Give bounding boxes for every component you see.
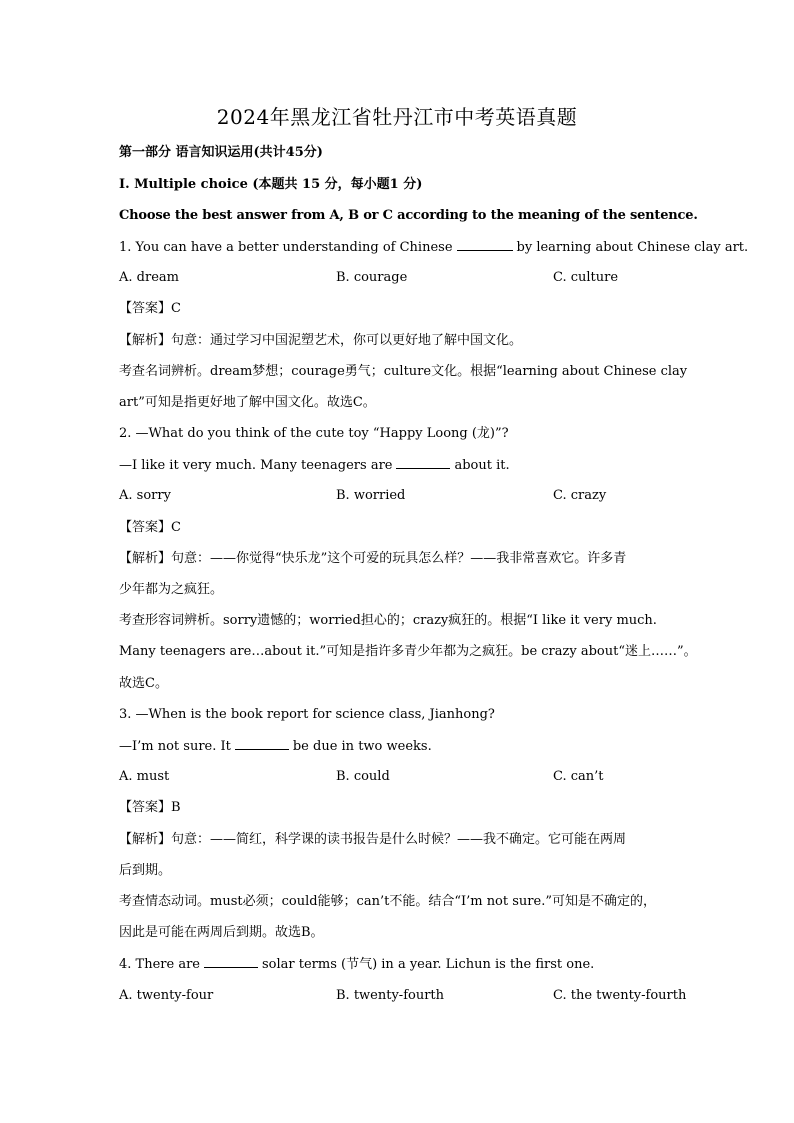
question-1-answer: 【答案】C — [119, 301, 181, 316]
question-3-analysis: 考查情态动词。must必须；could能够；can’t不能。结合“I’m not sure.”可知是不确定的， — [119, 894, 656, 909]
question-2-option-c: C. crazy — [553, 488, 607, 503]
question-4-option-a: A. twenty-four — [119, 988, 214, 1003]
question-3-reply-start: —I’m not sure. It — [119, 739, 231, 754]
section-heading: Ⅰ. Multiple choice (本题共 15 分，每小题1 分) — [119, 177, 423, 192]
answer-blank — [235, 736, 289, 750]
question-4-option-c: C. the twenty-fourth — [553, 988, 687, 1003]
question-1-option-a: A. dream — [119, 270, 179, 285]
question-3-stem: 3. —When is the book report for science class, Jianhong? — [119, 707, 495, 722]
question-3-option-c: C. can’t — [553, 769, 604, 784]
question-2-analysis: Many teenagers are…about it.”可知是指许多青少年都为之疯狂。be crazy about“迷上……”。 — [119, 644, 697, 659]
question-3-reply-end: be due in two weeks. — [292, 739, 432, 754]
question-2-analysis: 少年都为之疯狂。 — [119, 582, 224, 597]
answer-blank — [457, 237, 513, 251]
question-2-analysis: 【解析】句意：——你觉得“快乐龙”这个可爱的玩具怎么样？——我非常喜欢它。许多青 — [119, 551, 627, 566]
part-heading: 第一部分 语言知识运用(共计45分) — [119, 145, 323, 160]
question-3-analysis: 后到期。 — [119, 863, 172, 878]
instruction: Choose the best answer from A, B or C according to the meaning of the sentence. — [119, 208, 698, 223]
answer-blank — [204, 954, 258, 968]
document-title: 2024年黑龙江省牡丹江市中考英语真题 — [216, 105, 578, 129]
question-1-option-b: B. courage — [336, 270, 408, 285]
question-1-stem — [119, 237, 748, 258]
question-2-stem: 2. —What do you think of the cute toy “Happy Loong (龙)”? — [119, 426, 509, 441]
question-2-option-b: B. worried — [336, 488, 406, 503]
question-3-analysis: 因此是可能在两周后到期。故选B。 — [119, 925, 324, 940]
question-4-stem-end: solar terms (节气) in a year. Lichun is the first one. — [261, 957, 595, 972]
question-2-analysis: 考查形容词辨析。sorry遗憾的；worried担心的；crazy疯狂的。根据“I like it very much. — [119, 613, 657, 628]
question-3-option-b: B. could — [336, 769, 390, 784]
question-3-analysis: 【解析】句意：——简红，科学课的读书报告是什么时候？——我不确定。它可能在两周 — [119, 832, 627, 847]
question-4-stem — [119, 954, 594, 975]
question-3-reply — [119, 736, 432, 757]
question-1-stem-end: by learning about Chinese clay art. — [516, 240, 749, 255]
question-2-answer: 【答案】C — [119, 520, 181, 535]
question-4-option-b: B. twenty-fourth — [336, 988, 445, 1003]
question-2-option-a: A. sorry — [119, 488, 171, 503]
question-2-reply — [119, 455, 510, 476]
question-3-option-a: A. must — [119, 769, 170, 784]
question-2-reply-start: —I like it very much. Many teenagers are — [119, 458, 393, 473]
question-1-analysis: art”可知是指更好地了解中国文化。故选C。 — [119, 395, 376, 410]
question-2-reply-end: about it. — [454, 458, 510, 473]
question-4-stem-start: 4. There are — [119, 957, 200, 972]
question-3-answer: 【答案】B — [119, 800, 181, 815]
question-2-analysis: 故选C。 — [119, 676, 168, 691]
question-1-option-c: C. culture — [553, 270, 619, 285]
answer-blank — [396, 455, 450, 469]
question-1-analysis: 【解析】句意：通过学习中国泥塑艺术，你可以更好地了解中国文化。 — [119, 333, 523, 348]
question-1-stem-start: 1. You can have a better understanding of Chinese — [119, 240, 453, 255]
question-1-analysis: 考查名词辨析。dream梦想；courage勇气；culture文化。根据“learning about Chinese clay — [119, 364, 688, 379]
